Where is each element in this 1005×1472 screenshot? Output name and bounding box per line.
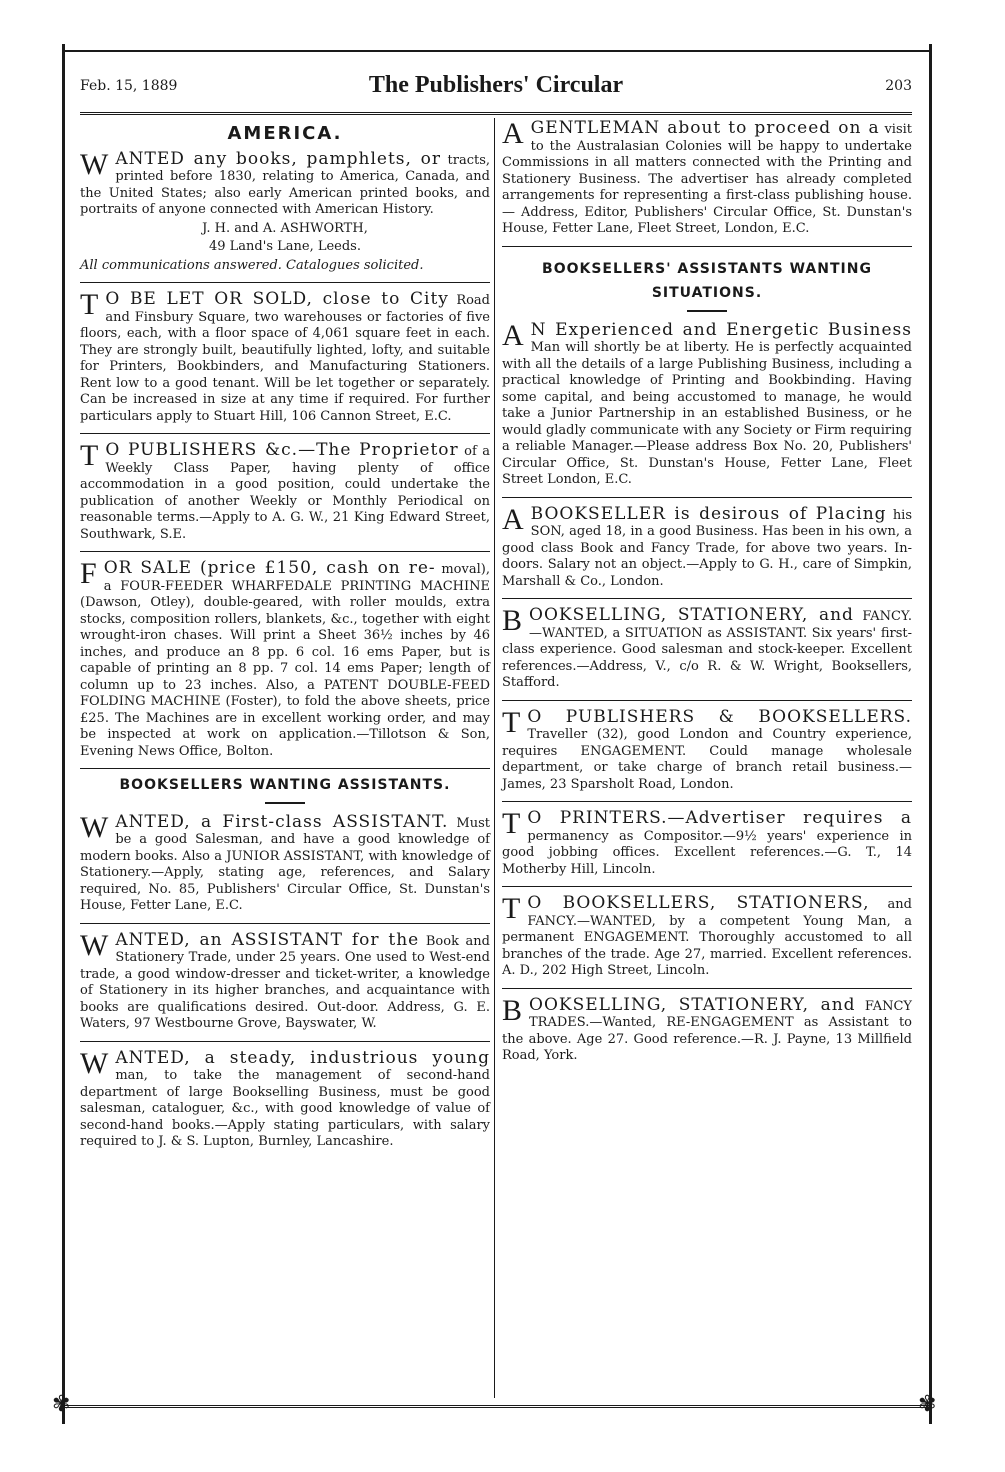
ad-to-printers xyxy=(502,807,912,887)
ad-bookselling-fancy xyxy=(502,604,912,701)
ad-lead: N Experienced and Energetic Business xyxy=(530,319,912,340)
ad-america xyxy=(80,123,490,283)
section-heading: BOOKSELLERS' ASSISTANTS WANTING xyxy=(542,260,872,277)
ad-body: Traveller (32), good London and Country experience, requires ENGAGEMENT. Could manage wholesale department, or take charge of branch retail business.—James, 23 Sparsholt Road, London. xyxy=(502,727,912,792)
ad-lead: O PUBLISHERS &c.—The Proprietor xyxy=(105,440,459,460)
ad-body: tracts, printed before 1830, relating to America, Canada, and the United States; also early American printed books, and portraits of anyone connected with American History. xyxy=(80,152,490,217)
ad-assistant xyxy=(80,928,490,1042)
ad-lead: OR SALE (price £150, cash on re- xyxy=(103,558,436,578)
ad-lead: O PRINTERS.—Advertiser requires a xyxy=(527,808,912,828)
top-rule xyxy=(62,50,932,52)
section-rule xyxy=(687,310,727,312)
ad-lead: ANTED any books, pamphlets, or xyxy=(115,148,442,169)
right-column xyxy=(502,117,913,1081)
column-divider xyxy=(494,118,495,1398)
left-column xyxy=(80,120,490,1167)
ad-body: FANCY TRADES.—Wanted, RE-ENGAGEMENT as Assistant to the above. Age 27. Good reference.—R. J. Payne, 13 Millfield Road, York. xyxy=(502,998,913,1063)
ad-traveller xyxy=(502,705,912,803)
ad-experienced xyxy=(502,318,912,498)
ad-body: FANCY.—WANTED, a SITUATION as ASSISTANT. Six years' first-class experience. Good salesman and stock-keeper. Excellent references.—Address, V., c/o R. & W. Wright, Booksellers, Stafford. xyxy=(502,609,912,690)
ad-footer: All communications answered. Catalogues solicited. xyxy=(80,257,424,273)
ad-reengagement xyxy=(502,993,913,1073)
ad-lead: O PUBLISHERS & BOOKSELLERS. xyxy=(527,706,912,727)
ad-body: permanency as Compositor.—9½ years' experience in good jobbing offices. Excellent references.—G. T., 14 Motherby Hill, Lincoln. xyxy=(502,828,912,877)
ad-body: Man will shortly be at liberty. He is perfectly acquainted with all the details of a large Publishing Business, including a practical knowledge of Printing and Bookbinding. Having some capital, and being accustomed to manage, he would take a Junior Partnership in an established Business, or he would gladly communicate with any Society or Firm requiring a reliable Manager.—Please address Box No. 20, Publishers' Circular Office, St. Dunstan's House, Fetter Lane, Fleet Street London, E.C. xyxy=(502,340,912,487)
ad-for-sale xyxy=(80,557,490,769)
section-heading-line2: SITUATIONS. xyxy=(651,285,763,301)
ad-body: visit to the Australasian Colonies will be happy to undertake Commissions in all matters connected with the Printing and Stationery Business. The advertiser has already completed arrangements for representing a first-class publishing house. — Address, Editor, Publishers' Circular Office, St. Dunstan's House, Fetter Lane, Fleet Street, London, E.C. xyxy=(502,122,912,236)
publication-title: The Publishers' Circular xyxy=(368,72,624,98)
drop-cap: B xyxy=(502,604,524,637)
drop-cap: F xyxy=(80,557,98,590)
header-rule xyxy=(80,112,912,115)
ornament-icon: ✾ xyxy=(918,1392,937,1417)
drop-cap: W xyxy=(80,928,110,962)
ad-body: his SON, aged 18, in a good Business. Has been in his own, a good class Book and Fancy Trade, for above two years. In-doors. Salary not an object.—Apply to G. H., care of Simpkin, Marshall & Co., London. xyxy=(502,507,913,589)
advertiser-name: J. H. and A. ASHWORTH, xyxy=(202,220,368,236)
section-heading: BOOKSELLERS WANTING ASSISTANTS. xyxy=(119,777,451,793)
ad-lead: OOKSELLING, STATIONERY, and xyxy=(529,994,856,1015)
ad-lead: ANTED, an ASSISTANT for the xyxy=(115,929,420,950)
drop-cap: A xyxy=(502,117,525,150)
advertiser-address: 49 Land's Lane, Leeds. xyxy=(209,239,361,254)
ad-to-publishers xyxy=(80,439,490,552)
issue-date: Feb. 15, 1889 xyxy=(80,78,178,94)
ad-lead: BOOKSELLER is desirous of Placing xyxy=(530,503,887,524)
drop-cap: A xyxy=(502,502,525,536)
ad-first-class-assistant xyxy=(80,810,490,924)
ad-body: moval), a FOUR-FEEDER WHARFEDALE PRINTING MACHINE (Dawson, Otley), double-geared, with roller moulds, extra stocks, composition rollers, blankets, &c., together with eight wrought-iron chases. Will print a Sheet 36½ inches by 46 inches, and produce an 8 pp. 6 col. 16 ems Paper, but is capable of printing an 8 pp. 7 col. 14 ems Paper; length of column up to 23 inches. Also, a PATENT DOUBLE-FEED FOLDING MACHINE (Foster), to fold the above sheets, price £25. The Machines are in excellent working order, and may be inspected at work on application.—Tillotson & Son, Evening News Office, Bolton. xyxy=(80,562,490,759)
page-header xyxy=(80,72,912,112)
ad-gentleman xyxy=(502,117,912,247)
ad-body: man, to take the management of second-hand department of large Bookselling Business, must be good salesman, cataloguer, &c., with good knowledge of value of second-hand books.—Apply stating particulars, with salary required to J. & S. Lupton, Burnley, Lancashire. xyxy=(80,1068,490,1149)
ad-body: and FANCY.—WANTED, by a competent Young Man, a permanent ENGAGEMENT. Thoroughly accustomed to all branches of the trade. Age 27, married. Excellent references. A. D., 202 High Street, Lincoln. xyxy=(502,897,912,978)
ad-to-stationers xyxy=(502,892,912,989)
section-rule xyxy=(265,802,305,804)
drop-cap: T xyxy=(502,807,522,840)
drop-cap: W xyxy=(80,147,110,181)
ad-body: Book and Stationery Trade, under 25 years. One used to West-end trade, a good window-dresser and ticket-writer, a knowledge of Stationery in its higher branches, and acquaintance with books are qualifications desired. Out-door. Address, G. E. Waters, 97 Westbourne Grove, Bayswater, W. xyxy=(80,933,490,1031)
ad-to-be-let xyxy=(80,288,490,434)
bottom-rule xyxy=(62,1405,932,1408)
drop-cap: T xyxy=(502,705,522,739)
drop-cap: B xyxy=(502,993,524,1027)
page-number: 203 xyxy=(885,78,912,94)
drop-cap: W xyxy=(80,1046,110,1080)
ad-lead: OOKSELLING, STATIONERY, and xyxy=(529,605,854,625)
ad-body: of a Weekly Class Paper, having plenty of office accommodation in a good position, could undertake the publication of another Weekly or Monthly Periodical on reasonable terms.—Apply to A. G. W., 21 King Edward Street, Southwark, S.E. xyxy=(80,444,490,542)
ad-steady-young-man xyxy=(80,1046,490,1159)
ad-body: Road and Finsbury Square, two warehouses or factories of five floors, each, with a floor space of 4,061 square feet in each. They are strongly built, beautifully lighted, lofty, and suitable for Printers, Bookbinders, and Manufacturing Stationers. Rent low to a good tenant. Will be let together or separately. Can be increased in size at any time if required. For further particulars apply to Stuart Hill, 106 Cannon Street, E.C. xyxy=(80,293,490,424)
ad-lead: O BOOKSELLERS, STATIONERS, xyxy=(527,893,870,913)
ad-body: Must be a good Salesman, and have a good knowledge of modern books. Also a JUNIOR ASSISTANT, with knowledge of Stationery.—Apply, stating age, references, and Salary required, No. 85, Publishers' Circular Office, St. Dunstan's House, Fetter Lane, E.C. xyxy=(80,815,490,913)
drop-cap: T xyxy=(80,439,100,472)
drop-cap: A xyxy=(502,318,525,352)
ad-lead: GENTLEMAN about to proceed on a xyxy=(530,118,880,138)
ad-bookseller-placing xyxy=(502,502,913,600)
ad-lead: ANTED, a First-class ASSISTANT. xyxy=(115,811,449,832)
drop-cap: T xyxy=(80,288,100,321)
ornament-icon: ✾ xyxy=(52,1392,71,1417)
ad-lead: O BE LET OR SOLD, close to City xyxy=(105,289,449,309)
drop-cap: T xyxy=(502,892,522,925)
ad-heading: AMERICA. xyxy=(227,123,343,144)
ad-lead: ANTED, a steady, industrious young xyxy=(115,1047,490,1068)
drop-cap: W xyxy=(80,810,110,844)
